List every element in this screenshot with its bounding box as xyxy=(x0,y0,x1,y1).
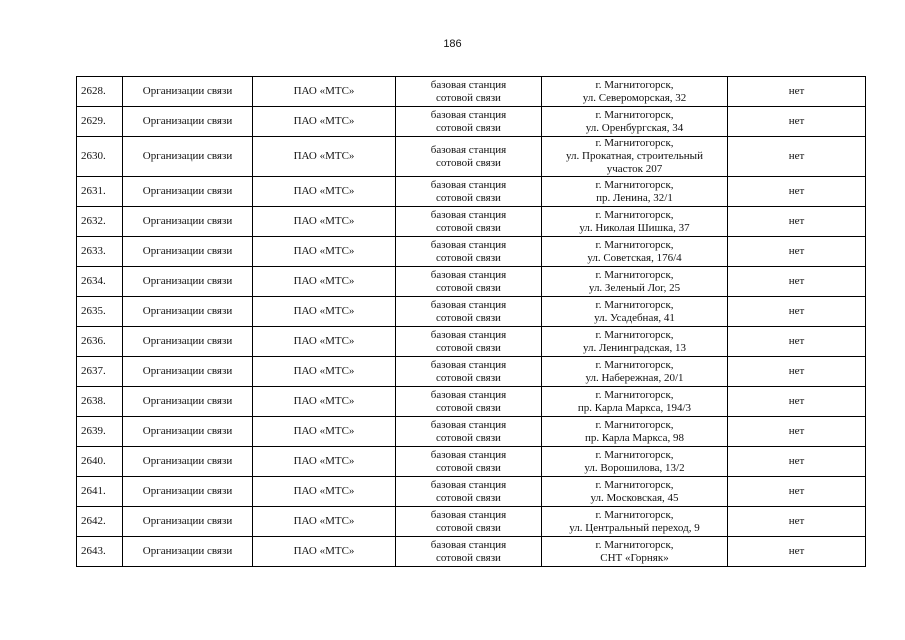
object-line: сотовой связи xyxy=(436,121,501,134)
object-line: сотовой связи xyxy=(436,431,501,444)
address-line: г. Магнитогорск, xyxy=(595,538,674,551)
address-line: пр. Ленина, 32/1 xyxy=(596,191,673,204)
organization-cell: ПАО «МТС» xyxy=(253,477,396,507)
object-line: базовая станция xyxy=(430,143,507,156)
object-line: базовая станция xyxy=(430,328,507,341)
object-cell xyxy=(396,177,542,207)
organization-cell: ПАО «МТС» xyxy=(253,137,396,177)
object-line: базовая станция xyxy=(430,358,507,371)
flag-cell: нет xyxy=(728,177,866,207)
row-number: 2636. xyxy=(77,327,123,357)
registry-table xyxy=(76,76,866,567)
address-line: ул. Североморская, 32 xyxy=(582,91,687,104)
table-row xyxy=(77,507,866,537)
object-cell xyxy=(396,137,542,177)
address-line: ул. Усадебная, 41 xyxy=(594,311,675,324)
object-line: базовая станция xyxy=(430,388,507,401)
object-line: сотовой связи xyxy=(436,91,501,104)
organization-cell: ПАО «МТС» xyxy=(253,207,396,237)
object-line: сотовой связи xyxy=(436,281,501,294)
address-line: г. Магнитогорск, xyxy=(595,268,674,281)
organization-cell: ПАО «МТС» xyxy=(253,447,396,477)
object-line: сотовой связи xyxy=(436,191,501,204)
address-line: ул. Зеленый Лог, 25 xyxy=(588,281,681,294)
object-cell xyxy=(396,107,542,137)
row-number: 2635. xyxy=(77,297,123,327)
object-line: базовая станция xyxy=(430,208,507,221)
address-line: г. Магнитогорск, xyxy=(595,388,674,401)
table-row xyxy=(77,387,866,417)
flag-cell: нет xyxy=(728,327,866,357)
address-cell xyxy=(542,417,728,447)
address-cell xyxy=(542,237,728,267)
organization-cell: ПАО «МТС» xyxy=(253,327,396,357)
table-row xyxy=(77,477,866,507)
address-line: пр. Карла Маркса, 98 xyxy=(584,431,685,444)
object-cell xyxy=(396,477,542,507)
flag-cell: нет xyxy=(728,137,866,177)
address-line: г. Магнитогорск, xyxy=(595,178,674,191)
page-number: 186 xyxy=(443,38,462,50)
address-cell xyxy=(542,507,728,537)
object-line: сотовой связи xyxy=(436,521,501,534)
object-line: базовая станция xyxy=(430,268,507,281)
address-line: ул. Оренбургская, 34 xyxy=(585,121,684,134)
organization-cell: ПАО «МТС» xyxy=(253,507,396,537)
organization-cell: ПАО «МТС» xyxy=(253,537,396,567)
flag-cell: нет xyxy=(728,237,866,267)
flag-cell: нет xyxy=(728,417,866,447)
object-line: сотовой связи xyxy=(436,221,501,234)
object-line: базовая станция xyxy=(430,418,507,431)
object-line: сотовой связи xyxy=(436,156,501,169)
address-cell xyxy=(542,137,728,177)
table-row xyxy=(77,137,866,177)
object-cell xyxy=(396,537,542,567)
object-cell xyxy=(396,297,542,327)
object-line: базовая станция xyxy=(430,78,507,91)
address-line: г. Магнитогорск, xyxy=(595,298,674,311)
object-line: сотовой связи xyxy=(436,551,501,564)
category-cell: Организации связи xyxy=(123,77,253,107)
address-line: СНТ «Горняк» xyxy=(600,551,669,564)
address-cell xyxy=(542,327,728,357)
flag-cell: нет xyxy=(728,297,866,327)
object-line: базовая станция xyxy=(430,178,507,191)
address-line: г. Магнитогорск, xyxy=(595,418,674,431)
object-line: базовая станция xyxy=(430,508,507,521)
table-row xyxy=(77,417,866,447)
address-line: г. Магнитогорск, xyxy=(595,78,674,91)
row-number: 2638. xyxy=(77,387,123,417)
category-cell: Организации связи xyxy=(123,297,253,327)
address-line: ул. Советская, 176/4 xyxy=(587,251,682,264)
object-line: сотовой связи xyxy=(436,371,501,384)
organization-cell: ПАО «МТС» xyxy=(253,387,396,417)
table-row xyxy=(77,327,866,357)
object-line: базовая станция xyxy=(430,238,507,251)
category-cell: Организации связи xyxy=(123,267,253,297)
object-line: базовая станция xyxy=(430,448,507,461)
flag-cell: нет xyxy=(728,107,866,137)
object-cell xyxy=(396,507,542,537)
organization-cell: ПАО «МТС» xyxy=(253,297,396,327)
address-line: г. Магнитогорск, xyxy=(595,137,674,149)
object-cell xyxy=(396,447,542,477)
address-line: г. Магнитогорск, xyxy=(595,208,674,221)
object-line: базовая станция xyxy=(430,108,507,121)
table-row xyxy=(77,177,866,207)
organization-cell: ПАО «МТС» xyxy=(253,177,396,207)
address-line: ул. Николая Шишка, 37 xyxy=(579,221,690,234)
category-cell: Организации связи xyxy=(123,177,253,207)
object-cell xyxy=(396,327,542,357)
category-cell: Организации связи xyxy=(123,327,253,357)
category-cell: Организации связи xyxy=(123,507,253,537)
flag-cell: нет xyxy=(728,267,866,297)
table-row xyxy=(77,107,866,137)
address-line: ул. Московская, 45 xyxy=(590,491,679,504)
table-row xyxy=(77,357,866,387)
organization-cell: ПАО «МТС» xyxy=(253,237,396,267)
address-line: участок 207 xyxy=(606,163,663,175)
address-line: ул. Ленинградская, 13 xyxy=(583,341,686,354)
object-line: сотовой связи xyxy=(436,341,501,354)
object-line: сотовой связи xyxy=(436,251,501,264)
address-cell xyxy=(542,447,728,477)
row-number: 2641. xyxy=(77,477,123,507)
row-number: 2629. xyxy=(77,107,123,137)
row-number: 2631. xyxy=(77,177,123,207)
table-row xyxy=(77,77,866,107)
flag-cell: нет xyxy=(728,357,866,387)
address-line: пр. Карла Маркса, 194/3 xyxy=(577,401,692,414)
address-cell xyxy=(542,297,728,327)
table-row xyxy=(77,447,866,477)
category-cell: Организации связи xyxy=(123,387,253,417)
object-line: базовая станция xyxy=(430,478,507,491)
organization-cell: ПАО «МТС» xyxy=(253,267,396,297)
object-cell xyxy=(396,237,542,267)
object-line: базовая станция xyxy=(430,298,507,311)
flag-cell: нет xyxy=(728,537,866,567)
address-line: г. Магнитогорск, xyxy=(595,448,674,461)
row-number: 2632. xyxy=(77,207,123,237)
row-number: 2642. xyxy=(77,507,123,537)
organization-cell: ПАО «МТС» xyxy=(253,417,396,447)
flag-cell: нет xyxy=(728,77,866,107)
address-cell xyxy=(542,357,728,387)
object-cell xyxy=(396,387,542,417)
category-cell: Организации связи xyxy=(123,207,253,237)
object-cell xyxy=(396,267,542,297)
flag-cell: нет xyxy=(728,447,866,477)
address-line: г. Магнитогорск, xyxy=(595,238,674,251)
row-number: 2637. xyxy=(77,357,123,387)
object-line: сотовой связи xyxy=(436,461,501,474)
object-line: сотовой связи xyxy=(436,491,501,504)
row-number: 2640. xyxy=(77,447,123,477)
row-number: 2628. xyxy=(77,77,123,107)
organization-cell: ПАО «МТС» xyxy=(253,77,396,107)
address-line: ул. Центральный переход, 9 xyxy=(569,521,700,534)
registry-table-body xyxy=(77,77,866,567)
category-cell: Организации связи xyxy=(123,137,253,177)
row-number: 2643. xyxy=(77,537,123,567)
object-line: сотовой связи xyxy=(436,401,501,414)
address-cell xyxy=(542,537,728,567)
category-cell: Организации связи xyxy=(123,237,253,267)
table-row xyxy=(77,297,866,327)
table-row xyxy=(77,237,866,267)
address-cell xyxy=(542,177,728,207)
flag-cell: нет xyxy=(728,387,866,417)
object-line: базовая станция xyxy=(430,538,507,551)
category-cell: Организации связи xyxy=(123,447,253,477)
address-cell xyxy=(542,107,728,137)
object-cell xyxy=(396,207,542,237)
flag-cell: нет xyxy=(728,477,866,507)
address-line: г. Магнитогорск, xyxy=(595,358,674,371)
object-cell xyxy=(396,77,542,107)
category-cell: Организации связи xyxy=(123,537,253,567)
address-line: ул. Набережная, 20/1 xyxy=(585,371,684,384)
category-cell: Организации связи xyxy=(123,417,253,447)
address-line: г. Магнитогорск, xyxy=(595,508,674,521)
address-cell xyxy=(542,77,728,107)
object-line: сотовой связи xyxy=(436,311,501,324)
flag-cell: нет xyxy=(728,507,866,537)
address-cell xyxy=(542,477,728,507)
table-row xyxy=(77,537,866,567)
address-cell xyxy=(542,267,728,297)
organization-cell: ПАО «МТС» xyxy=(253,357,396,387)
address-line: г. Магнитогорск, xyxy=(595,478,674,491)
category-cell: Организации связи xyxy=(123,357,253,387)
address-line: г. Магнитогорск, xyxy=(595,108,674,121)
table-row xyxy=(77,267,866,297)
object-cell xyxy=(396,417,542,447)
table-row xyxy=(77,207,866,237)
organization-cell: ПАО «МТС» xyxy=(253,107,396,137)
address-cell xyxy=(542,207,728,237)
row-number: 2639. xyxy=(77,417,123,447)
flag-cell: нет xyxy=(728,207,866,237)
category-cell: Организации связи xyxy=(123,107,253,137)
address-line: ул. Ворошилова, 13/2 xyxy=(584,461,685,474)
row-number: 2634. xyxy=(77,267,123,297)
address-line: г. Магнитогорск, xyxy=(595,328,674,341)
address-line: ул. Прокатная, строительный xyxy=(566,150,703,162)
row-number: 2633. xyxy=(77,237,123,267)
row-number: 2630. xyxy=(77,137,123,177)
address-cell xyxy=(542,387,728,417)
object-cell xyxy=(396,357,542,387)
category-cell: Организации связи xyxy=(123,477,253,507)
